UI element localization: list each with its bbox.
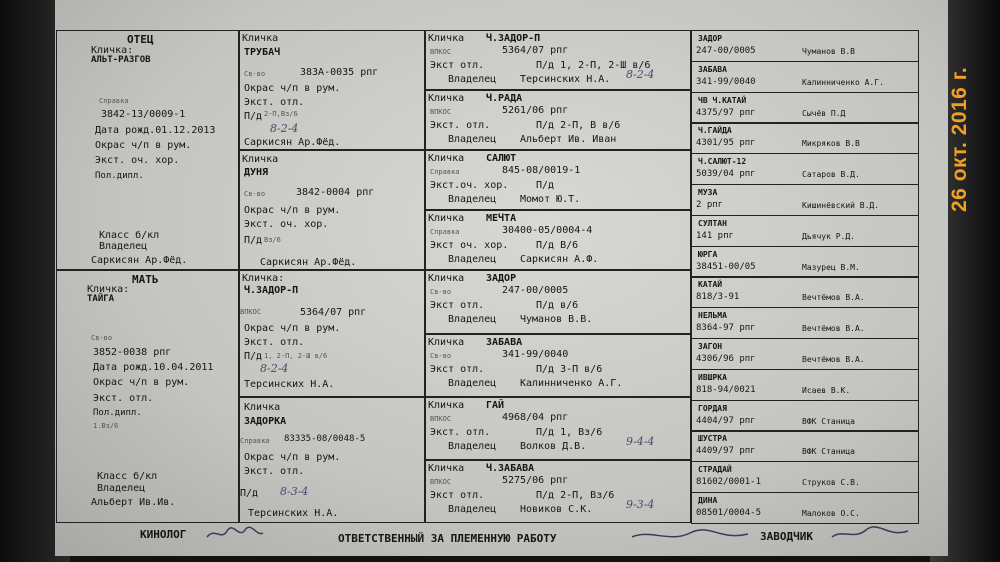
gp-dd-doc-no: 83335-08/0048-5 <box>284 434 366 444</box>
granddam-sire-cell <box>239 270 425 397</box>
gggp-cell <box>691 461 919 493</box>
ggp-doc-no: 4968/04 рпг <box>502 412 569 423</box>
ggp-field: П/д 3-П в/6 <box>536 364 603 375</box>
sire-name-label: Кличка: <box>91 45 134 56</box>
ggp-doc-label: ВПКОС <box>430 478 452 486</box>
ggp-doc-label: Св-во <box>430 352 452 360</box>
responsible-label: ОТВЕТСТВЕННЫЙ ЗА ПЛЕМЕННУЮ РАБОТУ <box>338 532 557 545</box>
gggp-owner: Калинниченко А.Г. <box>802 78 884 87</box>
gggp-reg: 8364-97 рпг <box>696 323 756 333</box>
ggp-handwritten: 9-4-4 <box>626 435 655 448</box>
sire-owner: Саркисян Ар.Фёд. <box>91 255 188 266</box>
ggp-field: П/д 1, Вз/6 <box>536 427 603 438</box>
ggp-owner: Альберт Ив. Иван <box>520 134 617 145</box>
dam-class: Класс б/кл <box>97 471 158 482</box>
ggp-doc-no: 5261/06 рпг <box>502 105 569 116</box>
sire-name: АЛЬТ-РАЗГОВ <box>91 55 151 65</box>
gp-sd-doc-no: 3842-0004 рпг <box>296 187 375 198</box>
photo-timestamp: 26 окт. 2016 г. <box>948 66 971 212</box>
cynologist-label: КИНОЛОГ <box>140 528 187 541</box>
dam-doc-no: 3852-0038 рпг <box>93 347 172 358</box>
gp-dd-doc-label: Справка <box>240 437 270 445</box>
ggp-cell <box>425 30 691 90</box>
gp-sd-name: ДУНЯ <box>244 167 269 178</box>
gggp-cell <box>691 30 919 62</box>
responsible-signature <box>630 527 750 547</box>
ggp-exterior: Экст. отл. <box>430 120 491 131</box>
gggp-cell <box>691 246 919 278</box>
gggp-owner: Струков С.В. <box>802 478 860 487</box>
gggp-reg: 4306/96 рпг <box>696 354 756 364</box>
ggp-cell <box>425 150 691 210</box>
gggp-reg: 5039/04 рпг <box>696 169 756 179</box>
gggp-cell <box>691 184 919 216</box>
gggp-name: СТРАДАЙ <box>698 465 732 474</box>
ggp-owner-label: Владелец <box>448 194 497 205</box>
dam-doc-label: Св-во <box>91 334 113 342</box>
gggp-name: МУЗА <box>698 188 718 197</box>
granddam-dam-cell <box>239 397 425 523</box>
ggp-owner-label: Владелец <box>448 254 497 265</box>
ggp-field: П/д 1, 2-П, 2-Ш в/6 <box>536 60 651 71</box>
gp-ss-field-label: П/д <box>244 111 263 122</box>
gp-sd-doc-label: Св-во <box>244 190 266 198</box>
grandsire-sire-cell <box>239 30 425 150</box>
gggp-cell <box>691 430 919 462</box>
gggp-owner: Микряков В.В <box>802 139 860 148</box>
gggp-reg: 247-00/0005 <box>696 46 756 56</box>
ggp-doc-no: 30400-05/0004-4 <box>502 225 593 236</box>
gggp-name: ШУСТРА <box>698 434 727 443</box>
ggp-exterior: Экст отл. <box>430 300 485 311</box>
ggp-owner-label: Владелец <box>448 314 497 325</box>
gp-dd-color: Окрас ч/п в рум. <box>244 452 341 463</box>
ggp-field: П/д в/6 <box>536 300 579 311</box>
dam-owner: Альберт Ив.Ив. <box>91 497 176 508</box>
gp-sd-color: Окрас ч/п в рум. <box>244 205 341 216</box>
gggp-owner: Сычёв П.Д <box>802 109 846 118</box>
breeder-signature <box>830 525 910 545</box>
gp-dd-exterior: Экст. отл. <box>244 466 305 477</box>
dam-name-label: Кличка: <box>87 284 130 295</box>
ggp-name: ЗАБАВА <box>486 337 523 348</box>
gggp-reg: 4409/97 рпг <box>696 446 756 456</box>
ggp-name: Ч.ЗАДОР-П <box>486 33 541 44</box>
ggp-owner: Момот Ю.Т. <box>520 194 581 205</box>
ggp-name: ГАЙ <box>486 400 505 411</box>
sire-doc-label: Справка <box>99 97 129 105</box>
gggp-owner: Вечтёмов В.А. <box>802 324 865 333</box>
gggp-name: НЕЛЬМА <box>698 311 727 320</box>
sire-doc-no: 3842-13/0009-1 <box>101 109 186 120</box>
ggp-exterior: Экст.оч. хор. <box>430 180 509 191</box>
gggp-owner: Малоков О.С. <box>802 509 860 518</box>
gggp-cell <box>691 92 919 124</box>
gggp-cell <box>691 307 919 339</box>
gp-ds-name: Ч.ЗАДОР-П <box>244 285 299 296</box>
gggp-name: Ч.ГАЙДА <box>698 126 732 135</box>
gp-ss-color: Окрас ч/п в рум. <box>244 83 341 94</box>
gggp-cell <box>691 61 919 93</box>
ggp-exterior: Экст отл. <box>430 490 485 501</box>
breeder-label: ЗАВОДЧИК <box>760 530 813 543</box>
sire-owner-label: Владелец <box>99 241 148 252</box>
ggp-name-label: Кличка <box>428 93 465 104</box>
cynologist-signature <box>205 525 265 545</box>
ggp-cell <box>425 334 691 397</box>
gggp-name: ЗАДОР <box>698 34 723 43</box>
ggp-cell <box>425 397 691 460</box>
gggp-cell <box>691 492 919 524</box>
ggp-name-label: Кличка <box>428 463 465 474</box>
ggp-name: ЗАДОР <box>486 273 517 284</box>
gp-ds-field-label: П/д <box>244 351 263 362</box>
ggp-owner: Новиков С.К. <box>520 504 593 515</box>
gp-sd-field-label: П/д <box>244 235 263 246</box>
gp-sd-exterior: Экст. оч. хор. <box>244 219 329 230</box>
sire-birth: Дата рожд.01.12.2013 <box>95 125 216 136</box>
gp-ds-doc-label: ВПКОС <box>240 308 262 316</box>
gp-ds-handwritten: 8-2-4 <box>260 362 289 375</box>
sire-cell <box>56 30 239 270</box>
ggp-doc-label: Справка <box>430 168 460 176</box>
ggp-owner: Волков Д.В. <box>520 441 587 452</box>
gggp-name: ИВШРКА <box>698 373 727 382</box>
ggp-doc-no: 341-99/0040 <box>502 349 569 360</box>
gggp-owner: ВФК Станица <box>802 447 855 456</box>
gp-dd-handwritten: 8-3-4 <box>280 485 309 498</box>
ggp-doc-no: 247-00/0005 <box>502 285 569 296</box>
gggp-cell <box>691 276 919 308</box>
gggp-cell <box>691 400 919 432</box>
gp-ds-color: Окрас ч/п в рум. <box>244 323 341 334</box>
ggp-name-label: Кличка <box>428 337 465 348</box>
ggp-doc-no: 5275/06 рпг <box>502 475 569 486</box>
gp-dd-name: ЗАДОРКА <box>244 416 287 427</box>
grandsire-dam-cell <box>239 150 425 270</box>
gggp-name: ЧВ Ч.КАТАЙ <box>698 96 747 105</box>
gggp-cell <box>691 122 919 154</box>
gggp-name: ЗАБАВА <box>698 65 727 74</box>
gp-dd-name-label: Кличка <box>244 402 281 413</box>
dam-cell <box>56 270 239 523</box>
ggp-cell <box>425 90 691 150</box>
gggp-owner: Сатаров В.Д. <box>802 170 860 179</box>
ggp-field: П/д 2-П, Вз/6 <box>536 490 615 501</box>
gp-ss-doc-label: Св-во <box>244 70 266 78</box>
gp-sd-field: Вз/6 <box>264 236 281 244</box>
gggp-owner: Мазурец В.М. <box>802 263 860 272</box>
ggp-doc-no: 5364/07 рпг <box>502 45 569 56</box>
gggp-reg: 08501/0004-5 <box>696 508 762 518</box>
ggp-name-label: Кличка <box>428 273 465 284</box>
ggp-owner: Чуманов В.В. <box>520 314 593 325</box>
sire-title: ОТЕЦ <box>127 33 154 46</box>
ggp-exterior: Экст. отл. <box>430 427 491 438</box>
gggp-owner: Чуманов В.В <box>802 47 855 56</box>
ggp-cell <box>425 460 691 523</box>
ggp-doc-label: ВПКОС <box>430 108 452 116</box>
ggp-exterior: Экст оч. хор. <box>430 240 509 251</box>
ggp-owner-label: Владелец <box>448 378 497 389</box>
ggp-doc-label: Св-во <box>430 288 452 296</box>
ggp-exterior: Экст отл. <box>430 364 485 375</box>
gggp-reg: 81602/0001-1 <box>696 477 762 487</box>
ggp-exterior: Экст отл. <box>430 60 485 71</box>
gp-ss-field: 2-П,Вз/6 <box>264 110 298 118</box>
gggp-owner: ВФК Станица <box>802 417 855 426</box>
dam-exterior: Экст. отл. <box>93 393 154 404</box>
dam-color: Окрас ч/п в рум. <box>93 377 190 388</box>
gp-sd-name-label: Кличка <box>242 154 279 165</box>
ggp-name: МЕЧТА <box>486 213 517 224</box>
ggp-doc-label: Справка <box>430 228 460 236</box>
gp-ss-owner: Саркисян Ар.Фёд. <box>244 137 341 148</box>
dam-title: МАТЬ <box>132 273 159 286</box>
ggp-field: П/д 2-П, В в/6 <box>536 120 621 131</box>
dam-birth: Дата рожд.10.04.2011 <box>93 362 214 373</box>
gp-ds-field: 1, 2-П, 2-Ш в/6 <box>264 352 328 360</box>
gp-ss-handwritten: 8-2-4 <box>270 122 299 135</box>
gggp-name: КАТАЙ <box>698 280 723 289</box>
signature-footer <box>110 523 1000 553</box>
ggp-name-label: Кличка <box>428 153 465 164</box>
gp-dd-field-label: П/д <box>240 488 259 499</box>
gggp-reg: 818/3-91 <box>696 292 740 302</box>
sire-exterior: Экст. оч. хор. <box>95 155 180 166</box>
ggp-doc-label: ВПКОС <box>430 48 452 56</box>
ggp-cell <box>425 210 691 270</box>
gggp-reg: 2 рпг <box>696 200 724 210</box>
dam-owner-label: Владелец <box>97 483 146 494</box>
gggp-name: ГОРДАЯ <box>698 404 727 413</box>
gp-ds-exterior: Экст. отл. <box>244 337 305 348</box>
gggp-owner: Исаев В.К. <box>802 386 851 395</box>
sire-class: Класс б/кл <box>99 230 160 241</box>
gggp-reg: 141 рпг <box>696 231 734 241</box>
gggp-name: СУЛТАН <box>698 219 727 228</box>
ggp-owner-label: Владелец <box>448 441 497 452</box>
ggp-name: Ч.РАДА <box>486 93 523 104</box>
gp-sd-owner: Саркисян Ар.Фёд. <box>260 257 357 268</box>
gp-ss-doc-no: 383А-0035 рпг <box>300 67 379 78</box>
gggp-owner: Вечтёмов В.А. <box>802 293 865 302</box>
gggp-name: ДИНА <box>698 496 718 505</box>
gggp-reg: 4375/97 рпг <box>696 108 756 118</box>
gggp-reg: 341-99/0040 <box>696 77 756 87</box>
ggp-name-label: Кличка <box>428 400 465 411</box>
gggp-cell <box>691 369 919 401</box>
ggp-doc-no: 845-08/0019-1 <box>502 165 581 176</box>
gggp-reg: 4404/97 рпг <box>696 416 756 426</box>
gggp-cell <box>691 153 919 185</box>
gggp-cell <box>691 215 919 247</box>
ggp-owner-label: Владелец <box>448 134 497 145</box>
gp-dd-owner: Терсинских Н.А. <box>248 508 339 519</box>
gggp-name: ЮРГА <box>698 250 718 259</box>
ggp-field: П/д <box>536 180 555 191</box>
gggp-owner: Вечтёмов В.А. <box>802 355 865 364</box>
gggp-owner: Дьячук Р.Д. <box>802 232 855 241</box>
ggp-owner: Саркисян А.Ф. <box>520 254 599 265</box>
dam-name: ТАЙГА <box>87 294 115 304</box>
pedigree-document <box>55 0 948 556</box>
ggp-owner-label: Владелец <box>448 504 497 515</box>
gggp-reg: 4301/95 рпг <box>696 138 756 148</box>
sire-diploma: Пол.дипл. <box>95 171 144 181</box>
gp-ss-exterior: Экст. отл. <box>244 97 305 108</box>
dam-diploma-note: 1.Вз/6 <box>93 422 119 430</box>
gggp-name: Ч.САЛЮТ-12 <box>698 157 747 166</box>
ggp-owner-label: Владелец <box>448 74 497 85</box>
gggp-name: ЗАГОН <box>698 342 723 351</box>
gggp-owner: Кишинёвский В.Д. <box>802 201 880 210</box>
ggp-name: Ч.ЗАБАВА <box>486 463 535 474</box>
ggp-cell <box>425 270 691 334</box>
ggp-name: САЛЮТ <box>486 153 517 164</box>
gp-ss-name-label: Кличка <box>242 33 279 44</box>
ggp-owner: Терсинских Н.А. <box>520 74 611 85</box>
ggp-handwritten: 8-2-4 <box>626 68 655 81</box>
dam-diploma: Пол.дипл. <box>93 408 142 418</box>
sire-color: Окрас ч/п в рум. <box>95 140 192 151</box>
ggp-owner: Калинниченко А.Г. <box>520 378 623 389</box>
ggp-name-label: Кличка <box>428 33 465 44</box>
ggp-handwritten: 9-3-4 <box>626 498 655 511</box>
gggp-cell <box>691 338 919 370</box>
ggp-name-label: Кличка <box>428 213 465 224</box>
ggp-field: П/д В/6 <box>536 240 579 251</box>
gggp-reg: 38451-00/05 <box>696 262 756 272</box>
gggp-reg: 818-94/0021 <box>696 385 756 395</box>
ggp-doc-label: ВПКОС <box>430 415 452 423</box>
gp-ds-name-label: Кличка: <box>242 273 285 284</box>
gp-ds-owner: Терсинских Н.А. <box>244 379 335 390</box>
gp-ds-doc-no: 5364/07 рпг <box>300 307 367 318</box>
gp-ss-name: ТРУБАЧ <box>244 47 281 58</box>
